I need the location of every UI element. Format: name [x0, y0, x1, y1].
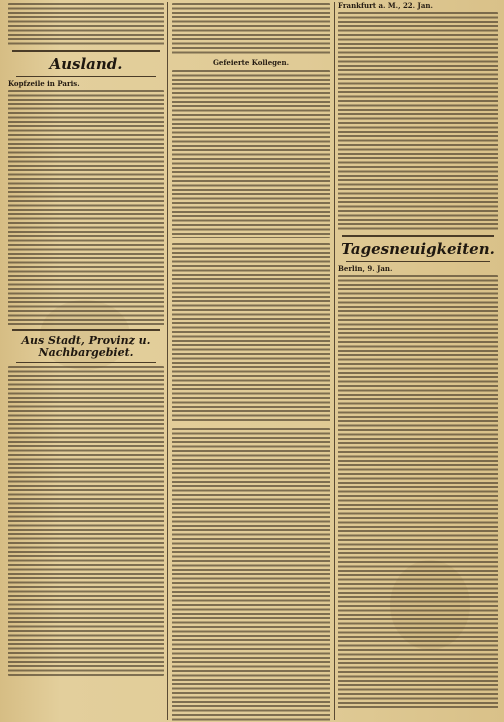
divider [12, 50, 160, 52]
text-block [8, 90, 164, 326]
column-left [8, 0, 164, 722]
column-right [338, 0, 498, 722]
dateline: Frankfurt a. M., 22. Jan. [338, 1, 433, 10]
text-block [172, 428, 330, 722]
dateline: Berlin, 9. Jan. [338, 263, 393, 273]
dateline: Kopfzeile in Paris. [8, 78, 80, 88]
article-subheading: Gefeierte Kollegen. [212, 58, 290, 67]
section-heading-ausland: Ausland. [49, 55, 123, 73]
text-block [338, 12, 498, 232]
column-rule [167, 2, 168, 720]
text-block [338, 275, 498, 709]
section-heading-tagesneuigkeiten: Tagesneuigkeiten. [341, 240, 495, 258]
divider [12, 329, 160, 331]
divider [16, 76, 156, 77]
text-block [172, 3, 330, 55]
section-heading-stadt-provinz: Aus Stadt, Provinz u. Nachbargebiet. [21, 333, 151, 359]
column-rule [334, 2, 335, 720]
text-block [172, 70, 330, 238]
divider [346, 261, 490, 262]
text-block [8, 3, 164, 47]
text-block [8, 366, 164, 676]
divider [342, 235, 494, 237]
divider [16, 362, 156, 363]
column-middle [172, 0, 330, 722]
text-block [172, 243, 330, 423]
